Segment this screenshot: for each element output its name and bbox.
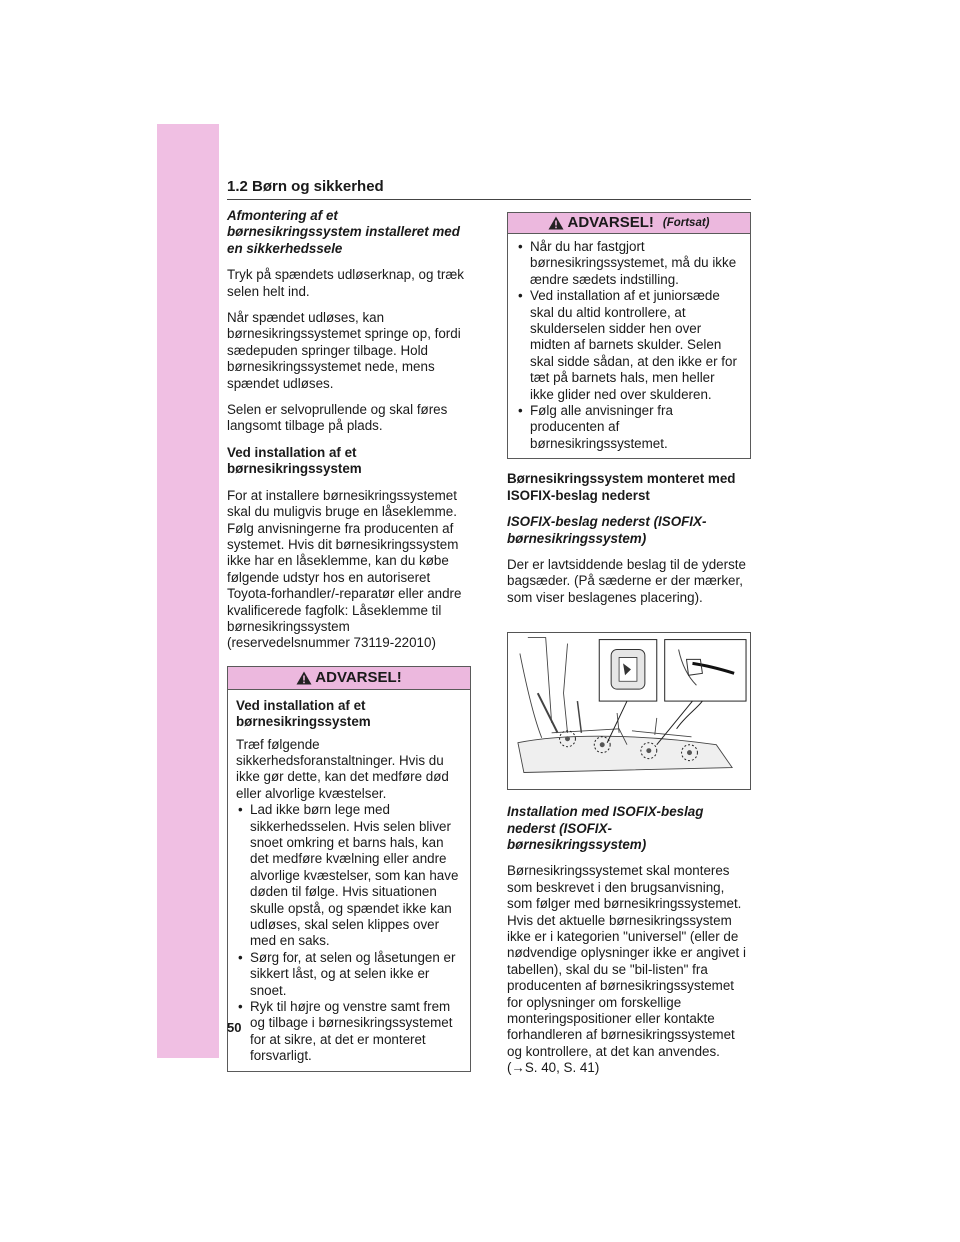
removal-paragraph-2: Når spændet udløses, kan børnesikringssystemet springe op, fordi sædepuden springer tilbage. Hold børnesikringssystemet nede, mens spændet udløses. <box>227 310 461 391</box>
isofix-heading: Børnesikringssystem monteret med ISOFIX-beslag nederst <box>507 471 736 503</box>
warning-title: ADVARSEL! <box>567 213 654 231</box>
page-number: 50 <box>227 1020 242 1035</box>
warning-triangle-icon <box>548 216 564 230</box>
page-reference: (→S. 40, S. 41) <box>507 1060 600 1076</box>
removal-paragraph-1: Tryk på spændets udløserknap, og træk selen helt ind. <box>227 267 464 299</box>
warning-box <box>227 666 471 1072</box>
warning-body <box>228 690 470 1071</box>
right-column <box>507 212 751 1087</box>
warning-header <box>228 667 470 690</box>
installation-heading: Installation med ISOFIX-beslag nederst (ISOFIX-børnesikringssystem) <box>507 804 704 852</box>
warning-continued-label: (Fortsat) <box>662 216 710 229</box>
rear-seat-isofix-drawing <box>508 633 750 789</box>
isofix-subheading: ISOFIX-beslag nederst (ISOFIX-børnesikringssystem) <box>507 514 707 546</box>
installation-paragraph: Børnesikringssystemet skal monteres som beskrevet i den brugsanvisning, som følger med børnesikringssystemet. Hvis det aktuelle børnesikringssystem ikke er i kategorien "universel" (eller de nødvendige oplysninger ikke er angivet i tabellen), skal du se "bil-listen" fra producenten af børnesikringssystemet for oplysninger om forskellige monteringspositioner eller kontakte forhandleren af børnesikringssystemet og kontrollere, at det kan anvendes. <box>507 863 746 1059</box>
warning-header-continued <box>508 213 750 234</box>
warning-subheading: Ved installation af et børnesikringssystem <box>236 697 371 730</box>
warning-title: ADVARSEL! <box>315 668 402 686</box>
warning-bullet: • Følg alle anvisninger fra producenten af børnesikringssystemet. <box>516 403 742 452</box>
isofix-paragraph: Der er lavtsiddende beslag til de yderste bagsæder. (På sæderne er der mærker, som viser beslagenes placering). <box>507 556 746 605</box>
removal-paragraph-3: Selen er selvoprullende og skal føres langsomt tilbage på plads. <box>227 402 448 434</box>
warning-bullet-list <box>236 802 462 1065</box>
removal-heading: Afmontering af et børnesikringssystem installeret med en sikkerhedssele <box>227 208 460 256</box>
warning-bullet-list <box>516 239 742 452</box>
isofix-illustration <box>507 632 751 790</box>
side-color-band <box>157 124 219 1058</box>
warning-body <box>508 234 750 458</box>
install-paragraph: For at installere børnesikringssystemet skal du muligvis bruge en låseklemme. Følg anvisningerne fra producenten af systemet. Hvis dit børnesikringssystem ikke har en låseklemme, kan du købe følgende udstyr hos en autoriseret Toyota-forhandler/-reparatør eller andre kvalificerede fagfolk: Låseklemme til børnesikringssystem (reservedelsnummer 73119-22010) <box>227 487 462 651</box>
warning-box-continued <box>507 212 751 459</box>
warning-triangle-icon <box>296 671 312 685</box>
left-column <box>227 208 471 1072</box>
section-header: 1.2 Børn og sikkerhed <box>227 178 751 200</box>
warning-bullet: • Sørg for, at selen og låsetungen er sikkert låst, og at selen ikke er snoet. <box>236 950 462 999</box>
warning-bullet: • Lad ikke børn lege med sikkerhedsselen. Hvis selen bliver snoet omkring et barns hals, kan det medføre kvælning eller andre alvorlige kvæstelser, som kan have døden til følge. Hvis situationen skulle opstå, og spændet ikke kan udløses, skal selen klippes over med en saks. <box>236 802 462 950</box>
warning-bullet: • Ryk til højre og venstre samt frem og tilbage i børnesikringssystemet for at sikre, at det er monteret forsvarligt. <box>236 999 462 1065</box>
warning-bullet: • Ved installation af et juniorsæde skal du altid kontrollere, at skulderselen sidder hen over midten af barnets skulder. Selen skal sidde sådan, at den ikke er for tæt på barnets hals, men heller ikke glider ned over skulderen. <box>516 288 742 403</box>
install-heading: Ved installation af et børnesikringssystem <box>227 444 362 477</box>
warning-bullet: • Når du har fastgjort børnesikringssystemet, må du ikke ændre sædets indstilling. <box>516 239 742 288</box>
warning-intro: Træf følgende sikkerhedsforanstaltninger. Hvis du ikke gør dette, kan det medføre død eller alvorlige kvæstelser. <box>236 736 449 801</box>
